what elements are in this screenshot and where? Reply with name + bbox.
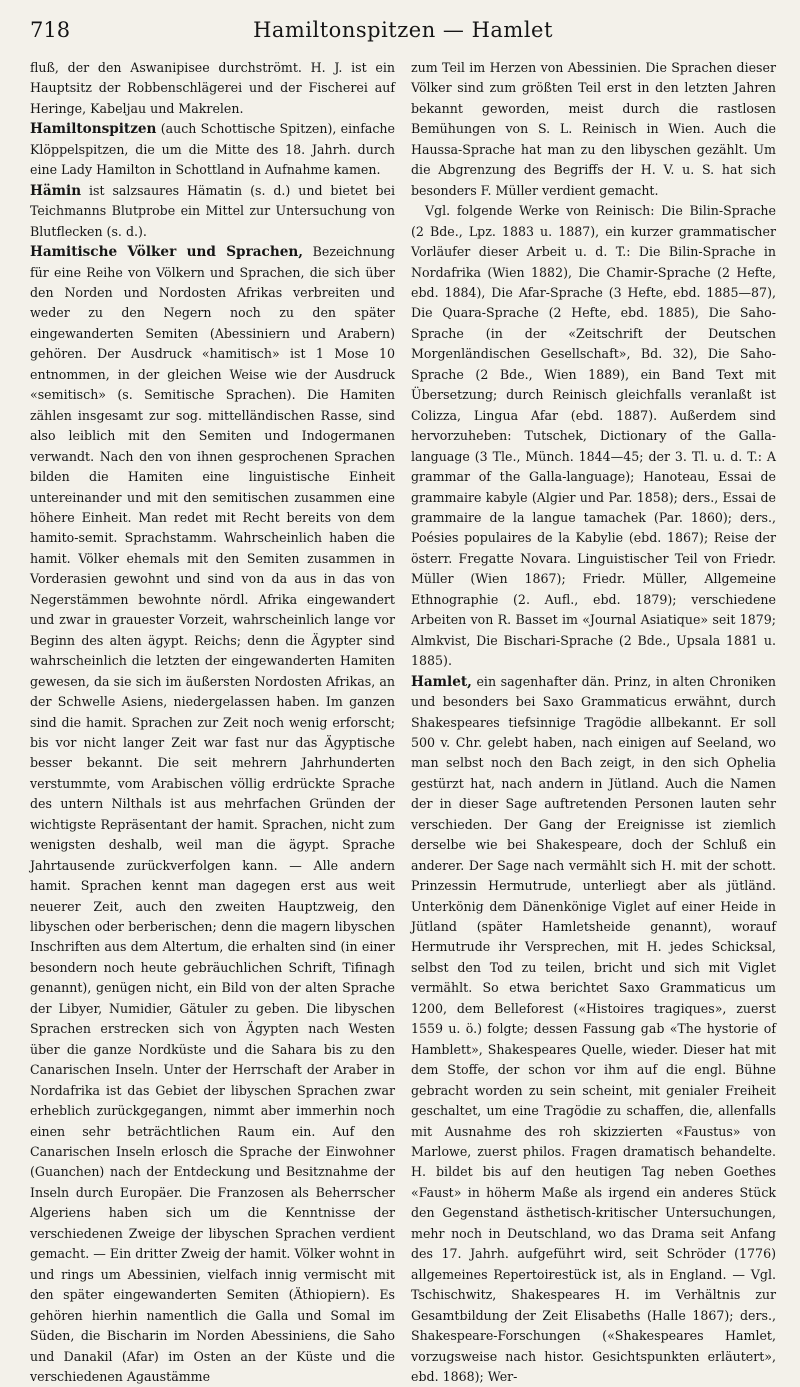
text-columns <box>30 58 776 1387</box>
bibliography-paragraph: Vgl. folgende Werke von Reinisch: Die Bilin-Sprache (2 Bde., Lpz. 1883 u. 1887), ein kurzer grammatischer Vorläufer dieser Arbeit u. d. T.: Die Bilin-Sprache in Nordafrika (Wien 1882), Die Chamir-Sprache (2 Hefte, ebd. 1884), Die Afar-Sprache (3 Hefte, ebd. 1885—87), Die Quara-Sprache (2 Hefte, ebd. 1885), Die Saho-Sprache (in der «Zeitschrift der Deutschen Morgenländischen Gesellschaft», Bd. 32), Die Saho-Sprache (2 Bde., Wien 1889), ein Band Text mit Übersetzung; durch Reinisch gleichfalls veranlaßt ist Colizza, Lingua Afar (ebd. 1887). Außerdem sind hervorzuheben: Tutschek, Dictionary of the Galla-language (3 Tle., Münch. 1844—45; der 3. Tl. u. d. T.: A grammar of the Galla-language); Hanoteau, Essai de grammaire kabyle (Algier und Par. 1858); ders., Essai de grammaire de la langue tamachek (Par. 1860); ders., Poésies populaires de la Kabylie (ebd. 1867); Reise der österr. Fregatte Novara. Linguistischer Teil von Friedr. Müller (Wien 1867); Friedr. Müller, Allgemeine Ethnographie (2. Aufl., ebd. 1879); verschiedene Arbeiten von R. Basset im «Journal Asiatique» seit 1879; Almkvist, Die Bischari-Sprache (2 Bde., Upsala 1881 u. 1885). <box>411 203 776 669</box>
paragraph: zum Teil im Herzen von Abessinien. Die Sprachen dieser Völker sind zum größten Teil erst in den letzten Jahren bekannt geworden, meist durch die rastlosen Bemühungen von S. L. Reinisch in Wien. Auch die Haussa-Sprache hat man zu den libyschen gezählt. Um die Abgrenzung des Begriffs der H. V. u. S. hat sich besonders F. Müller verdient gemacht. <box>411 60 776 198</box>
entry-haemin <box>30 181 395 242</box>
entry-hamitische-voelker <box>30 242 395 1387</box>
headword: Hamitische Völker und Sprachen, <box>30 244 303 261</box>
paragraph: fluß, der den Aswanipisee durchströmt. H. J. ist ein Hauptsitz der Robbenschlägerei und der Fischerei auf Heringe, Kabeljau und Makrelen. <box>30 60 395 116</box>
entry-hamiltonspitzen <box>30 119 395 180</box>
right-column <box>411 58 776 1387</box>
entry-text: Bezeichnung für eine Reihe von Völkern und Sprachen, die sich über den Norden und Nordosten Afrikas verbreiten und weder zu den Negern noch zu den später eingewanderten Semiten (Abessiniern und Arabern) gehören. Der Ausdruck «hamitisch» ist 1 Mose 10 entnommen, in der gleichen Weise wie der Ausdruck «semitisch» (s. Semitische Sprachen). Die Hamiten zählen insgesamt zur sog. mittelländischen Rasse, sind also leiblich mit den Semiten und Indogermanen verwandt. Nach den von ihnen gesprochenen Sprachen bilden die Hamiten eine linguistische Einheit untereinander und mit den semitischen zusammen eine höhere Einheit. Man redet mit Recht bereits von dem hamito-semit. Sprachstamm. Wahrscheinlich haben die hamit. Völker ehemals mit den Semiten zusammen in Vorderasien gewohnt und sind von da aus in das von Negerstämmen bewohnte nördl. Afrika eingewandert und zwar in grauester Vorzeit, wahrscheinlich lange vor Beginn des alten ägypt. Reichs; denn die Ägypter sind wahrscheinlich die letzten der eingewanderten Hamiten gewesen, da sie sich im äußersten Nordosten Afrikas, an der Schwelle Asiens, niedergelassen haben. Im ganzen sind die hamit. Sprachen zur Zeit noch wenig erforscht; bis vor nicht langer Zeit war fast nur das Ägyptische besser bekannt. Die seit mehrern Jahrhunderten verstummte, vom Arabischen völlig erdrückte Sprache des untern Nilthals ist aus mehrfachen Gründen der wichtigste Repräsentant der hamit. Sprachen, nicht zum wenigsten deshalb, weil man die ägypt. Sprache Jahrtausende zurückverfolgen kann. — Alle andern hamit. Sprachen kennt man dagegen erst aus weit neuerer Zeit, auch den zweiten Hauptzweig, den libyschen oder berberischen; denn die magern libyschen Inschriften aus dem Altertum, die erhalten sind (in einer besondern noch heute gebräuchlichen Schrift, Tifinagh genannt), genügen nicht, ein Bild von der alten Sprache der Libyer, Numidier, Gätuler zu geben. Die libyschen Sprachen erstrecken sich von Ägypten nach Westen über die ganze Nordküste und die Sahara bis zu den Canarischen Inseln. Unter der Herrschaft der Araber in Nordafrika ist das Gebiet der libyschen Sprachen zwar erheblich zurückgegangen, nimmt aber immerhin noch einen sehr beträchtlichen Raum ein. Auf den Canarischen Inseln erlosch die Sprache der Einwohner (Guanchen) nach der Entdeckung und Besitznahme der Inseln durch Europäer. Die Franzosen als Beherrscher Algeriens haben sich um die Kenntnisse der verschiedenen Zweige der libyschen Sprachen verdient gemacht. — Ein dritter Zweig der hamit. Völker wohnt in und rings um Abessinien, vielfach innig vermischt mit den später eingewanderten Semiten (Äthiopiern). Es gehören hierhin namentlich die Galla und Somal im Süden, die Bischarin im Norden Abessiniens, die Saho und Danakil (Afar) im Osten an der Küste und die verschiedenen Agaustämme <box>30 244 395 1384</box>
entry-text: ist salzsaures Hämatin (s. d.) und bietet bei Teichmanns Blutprobe ein Mittel zur Untersuchung von Blutflecken (s. d.). <box>30 182 395 239</box>
headword: Hamlet, <box>411 673 472 690</box>
page-header <box>30 18 776 58</box>
entry-text: (auch Schottische Spitzen), einfache Klöppelspitzen, die um die Mitte des 18. Jahrh. durch eine Lady Hamilton in Schottland in Aufnahme kamen. <box>30 121 395 178</box>
entry-text: ein sagenhafter dän. Prinz, in alten Chroniken und besonders bei Saxo Grammaticus erwähnt, durch Shakespeares tiefsinnige Tragödie allbekannt. Er soll 500 v. Chr. gelebt haben, nach einigen auf Seeland, wo man selbst noch den Bach zeigt, in den sich Ophelia gestürzt hat, nach andern in Jütland. Auch die Namen der in dieser Sage auftretenden Personen lauten sehr verschieden. Der Gang der Ereignisse ist ziemlich derselbe wie bei Shakespeare, doch der Schluß ein anderer. Der Sage nach vermählt sich H. mit der schott. Prinzessin Hermutrude, unterliegt aber als jütländ. Unterkönig dem Dänenkönige Viglet auf einer Heide in Jütland (später Hamletsheide genannt), worauf Hermutrude ihr Versprechen, mit H. jedes Schicksal, selbst den Tod zu teilen, bricht und sich mit Viglet vermählt. So etwa berichtet Saxo Grammaticus um 1200, dem Belleforest («Histoires tragiques», zuerst 1559 u. ö.) folgte; dessen Fassung gab «The hystorie of Hamblett», Shakespeares Quelle, wieder. Dieser hat mit dem Stoffe, der schon vor ihm auf die engl. Bühne gebracht worden zu sein scheint, mit genialer Freiheit geschaltet, um eine Tragödie zu schaffen, die, allenfalls mit Ausnahme des roh skizzierten «Faustus» von Marlowe, zuerst philos. Fragen dramatisch behandelte. H. bildet bis auf den heutigen Tag neben Goethes «Faust» in höherm Maße als irgend ein anderes Stück den Gegenstand ästhetisch-kritischer Untersuchungen, mehr noch in Deutschland, wo das Drama seit Anfang des 17. Jahrh. aufgeführt wird, seit Schröder (1776) allgemeines Repertoirestück ist, als in England. — Vgl. Tschischwitz, Shakespeares H. im Verhältnis zur Gesamtbildung der Zeit Elisabeths (Halle 1867); ders., Shakespeare-Forschungen («Shakespeares Hamlet, vorzugsweise nach histor. Gesichtspunkten erläutert», ebd. 1868); Wer- <box>411 673 776 1384</box>
headword: Hamiltonspitzen <box>30 121 157 138</box>
headword: Hämin <box>30 182 82 199</box>
entry-hamlet <box>411 672 776 1387</box>
running-title: Hamiltonspitzen — Hamlet <box>253 18 553 42</box>
page-number: 718 <box>30 18 71 42</box>
left-column <box>30 58 395 1387</box>
